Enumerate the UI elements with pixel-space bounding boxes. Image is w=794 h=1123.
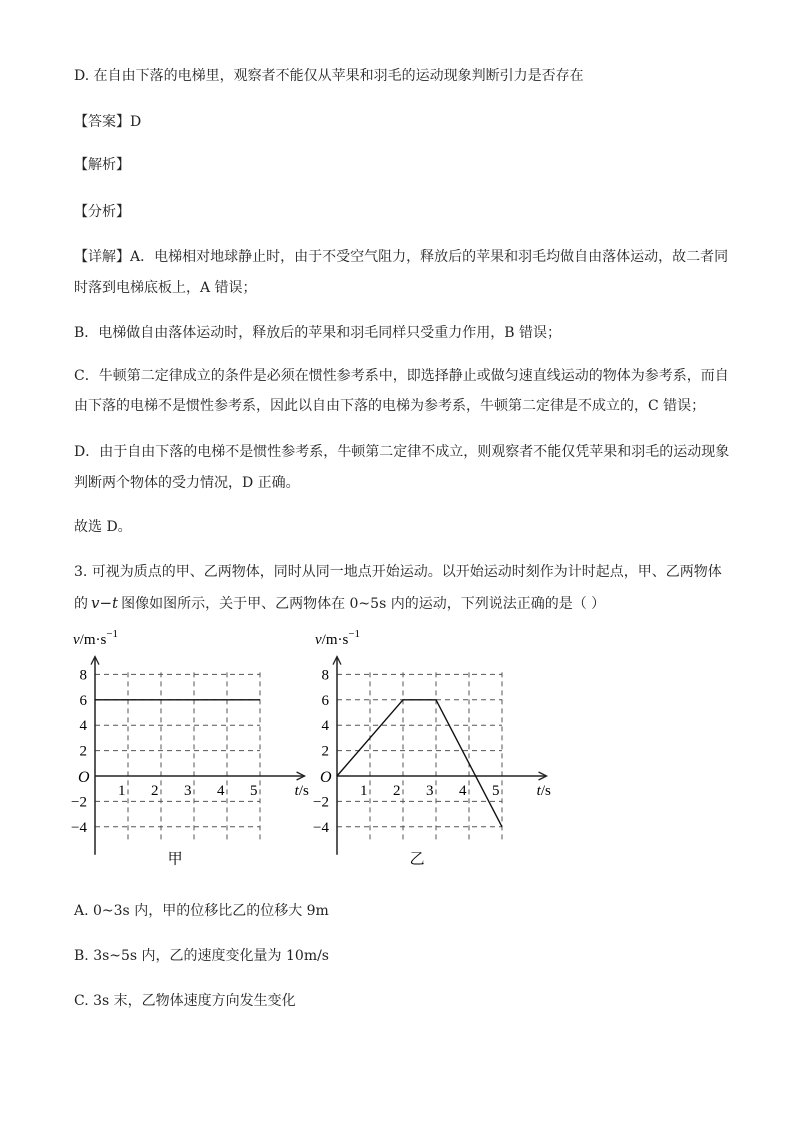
chart-title: 乙 — [409, 851, 425, 868]
y-tick-label: 8 — [321, 667, 329, 684]
chart-2 — [313, 628, 551, 868]
y-tick-label: −4 — [71, 819, 87, 836]
vt-charts — [60, 624, 580, 884]
explanation-b: B．电梯做自由落体运动时，释放后的苹果和羽毛同样只受重力作用，B 错误； — [74, 325, 562, 341]
analysis-heading: 【解析】 — [74, 157, 130, 173]
question-3-line-2 — [74, 594, 605, 613]
fenxi-heading: 【分析】 — [74, 204, 130, 220]
q3-suffix: 图像如图所示，关于甲、乙两物体在 0~5s 内的运动，下列说法正确的是（ ） — [121, 596, 606, 612]
q3-prefix: 的 — [74, 596, 88, 612]
x-tick-label: 1 — [118, 783, 126, 799]
vt-formula: v−t — [91, 594, 119, 612]
y-tick-label: 4 — [321, 718, 329, 735]
choose-line: 故选 D。 — [74, 519, 132, 535]
answer: 【答案】D — [74, 114, 142, 130]
y-tick-label: −2 — [71, 794, 87, 811]
y-tick-label: 2 — [321, 743, 329, 760]
x-tick-label: 2 — [393, 783, 401, 799]
y-tick-label: 6 — [79, 692, 87, 709]
y-tick-label: 8 — [79, 667, 87, 684]
explanation-c-1: C．牛顿第二定律成立的条件是必须在惯性参考系中，即选择静止或做匀速直线运动的物体为参考系，而自 — [74, 368, 729, 384]
explanation-d-2: 判断两个物体的受力情况，D 正确。 — [74, 475, 300, 491]
x-tick-label: 3 — [184, 783, 192, 799]
y-tick-label: 2 — [79, 743, 87, 760]
detail-line-1: 【详解】A．电梯相对地球静止时，由于不受空气阻力，释放后的苹果和羽毛均做自由落体运动，故二者同 — [74, 249, 729, 265]
x-tick-label: 5 — [492, 783, 500, 799]
x-tick-label: 4 — [217, 783, 225, 799]
series-line — [337, 700, 502, 827]
y-axis-label: $v/m\cdot s^{-1}$ — [315, 627, 361, 648]
x-tick-label: 4 — [459, 783, 467, 799]
y-tick-label: 6 — [321, 692, 329, 709]
option-b: B. 3s~5s 内，乙的速度变化量为 10m/s — [74, 948, 329, 964]
detail-line-2: 时落到电梯底板上，A 错误； — [74, 280, 257, 296]
x-tick-label: 5 — [250, 783, 258, 799]
x-tick-label: 3 — [426, 783, 434, 799]
x-tick-label: 1 — [360, 783, 368, 799]
y-tick-label: −4 — [313, 819, 329, 836]
explanation-c-2: 由下落的电梯不是惯性参考系，因此以自由下落的电梯为参考系，牛顿第二定律是不成立的，C 错误； — [74, 398, 706, 414]
y-tick-label: −2 — [313, 794, 329, 811]
y-axis-label: $v/m\cdot s^{-1}$ — [73, 627, 119, 648]
origin-label: O — [320, 769, 332, 786]
y-tick-label: 4 — [79, 718, 87, 735]
option-c: C. 3s 末，乙物体速度方向发生变化 — [74, 993, 296, 1009]
question-3-line-1: 3. 可视为质点的甲、乙两物体，同时从同一地点开始运动。以开始运动时刻作为计时起点，甲、乙两物体 — [74, 564, 722, 580]
origin-label: O — [78, 769, 90, 786]
chart-1 — [71, 628, 309, 868]
chart-title: 甲 — [167, 851, 183, 868]
prev-option-d: D. 在自由下落的电梯里，观察者不能仅从苹果和羽毛的运动现象判断引力是否存在 — [74, 68, 584, 84]
x-axis-label: t/s — [536, 783, 551, 799]
explanation-d-1: D．由于自由下落的电梯不是惯性参考系，牛顿第二定律不成立，则观察者不能仅凭苹果和羽毛的运动现象 — [74, 444, 730, 460]
x-axis-label: t/s — [294, 783, 309, 799]
x-tick-label: 2 — [151, 783, 159, 799]
option-a: A. 0~3s 内，甲的位移比乙的位移大 9m — [74, 903, 329, 919]
